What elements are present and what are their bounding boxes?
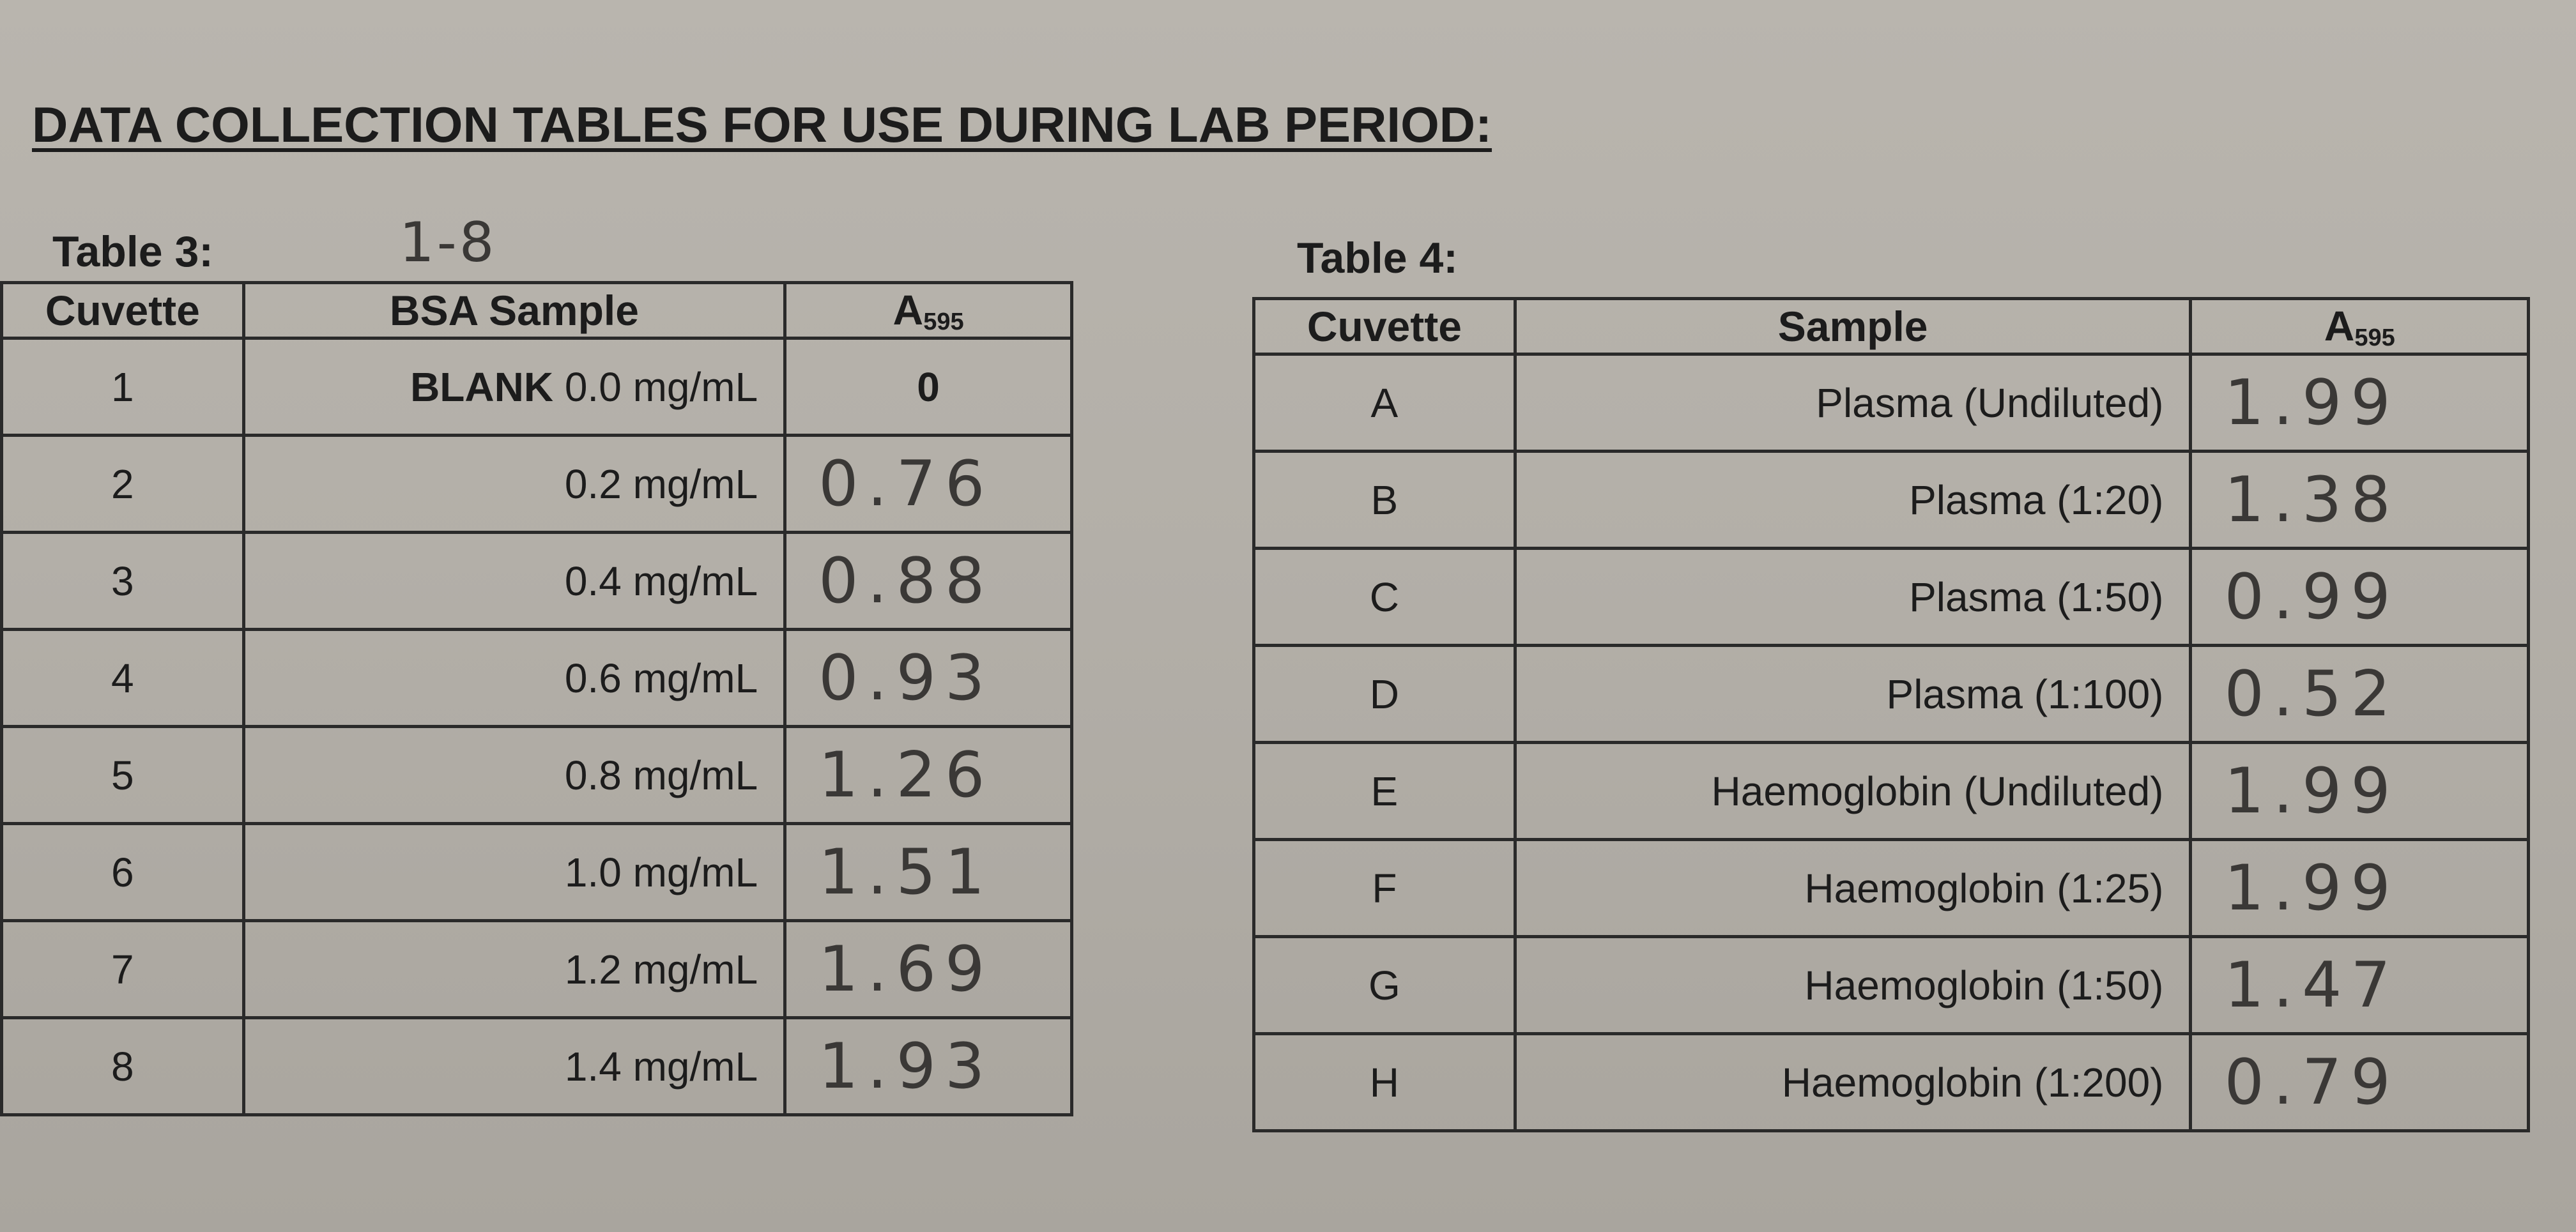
table3-header-row [2,283,1072,338]
absorbance-cell: 0.88 [785,533,1072,630]
table-row [1254,1034,2529,1131]
table3-header-cuvette: Cuvette [2,283,244,338]
absorbance-cell: 1.47 [2191,937,2529,1034]
blank-label: BLANK [410,363,554,410]
absorbance-cell: 0 [785,338,1072,436]
sample-cell: 0.8 mg/mL [243,727,785,824]
table-row [2,630,1072,727]
cuvette-cell: 7 [2,921,244,1018]
absorbance-cell: 0.99 [2191,549,2529,646]
sample-cell: Haemoglobin (1:200) [1515,1034,2191,1131]
cuvette-cell: E [1254,743,1515,840]
table-row [2,533,1072,630]
sample-cell: Haemoglobin (1:50) [1515,937,2191,1034]
cuvette-cell: 1 [2,338,244,436]
table4 [1252,297,2530,1132]
table-row [1254,840,2529,937]
table-row [2,436,1072,533]
sample-cell: 0.6 mg/mL [243,630,785,727]
sample-cell: Plasma (1:100) [1515,646,2191,743]
cuvette-cell: G [1254,937,1515,1034]
absorbance-cell: 0.76 [785,436,1072,533]
cuvette-cell: B [1254,452,1515,549]
sample-cell: 1.4 mg/mL [243,1018,785,1115]
table4-header-sample: Sample [1515,299,2191,354]
absorbance-cell: 0.93 [785,630,1072,727]
table3 [0,281,1073,1116]
table-row [1254,937,2529,1034]
table4-header-absorbance [2191,299,2529,354]
table-row [1254,646,2529,743]
sample-cell: 0.4 mg/mL [243,533,785,630]
table-row [2,727,1072,824]
cuvette-cell: D [1254,646,1515,743]
cuvette-cell: F [1254,840,1515,937]
cuvette-cell: 6 [2,824,244,921]
sample-cell: Haemoglobin (Undiluted) [1515,743,2191,840]
table4-title: Table 4: [1297,234,1458,282]
table4-header-row [1254,299,2529,354]
cuvette-cell: 5 [2,727,244,824]
sample-cell: Plasma (1:50) [1515,549,2191,646]
table-row [2,338,1072,436]
table3-header-sample: BSA Sample [243,283,785,338]
cuvette-cell: 3 [2,533,244,630]
cuvette-cell: H [1254,1034,1515,1131]
sample-cell: Plasma (1:20) [1515,452,2191,549]
absorbance-cell: 1.51 [785,824,1072,921]
absorbance-cell: 1.99 [2191,840,2529,937]
table-row [1254,549,2529,646]
absorbance-cell: 1.99 [2191,354,2529,452]
table-row [1254,354,2529,452]
table-row [1254,743,2529,840]
table-row [2,921,1072,1018]
absorbance-cell: 0.52 [2191,646,2529,743]
table3-abs-sub: 595 [923,308,964,335]
cuvette-cell: 8 [2,1018,244,1115]
page-heading: DATA COLLECTION TABLES FOR USE DURING LAB PERIOD: [32,96,1492,153]
sample-cell: Plasma (Undiluted) [1515,354,2191,452]
sample-cell [243,338,785,436]
absorbance-cell: 1.99 [2191,743,2529,840]
cuvette-cell: A [1254,354,1515,452]
table3-header-absorbance [785,283,1072,338]
table4-abs-main: A [2324,301,2355,349]
absorbance-cell: 1.26 [785,727,1072,824]
cuvette-cell: C [1254,549,1515,646]
sample-concentration: 0.0 mg/mL [564,363,758,410]
sample-cell: Haemoglobin (1:25) [1515,840,2191,937]
absorbance-cell: 0.79 [2191,1034,2529,1131]
absorbance-cell: 1.38 [2191,452,2529,549]
cuvette-cell: 2 [2,436,244,533]
table-row [2,1018,1072,1115]
absorbance-cell: 1.93 [785,1018,1072,1115]
table-row [2,824,1072,921]
table3-title: Table 3: [52,227,213,276]
table3-abs-main: A [893,285,924,333]
table4-abs-sub: 595 [2354,324,2395,351]
handwritten-note: 1-8 [399,211,497,275]
table-row [1254,452,2529,549]
absorbance-cell: 1.69 [785,921,1072,1018]
cuvette-cell: 4 [2,630,244,727]
sample-cell: 1.2 mg/mL [243,921,785,1018]
sample-cell: 0.2 mg/mL [243,436,785,533]
table4-header-cuvette: Cuvette [1254,299,1515,354]
sample-cell: 1.0 mg/mL [243,824,785,921]
